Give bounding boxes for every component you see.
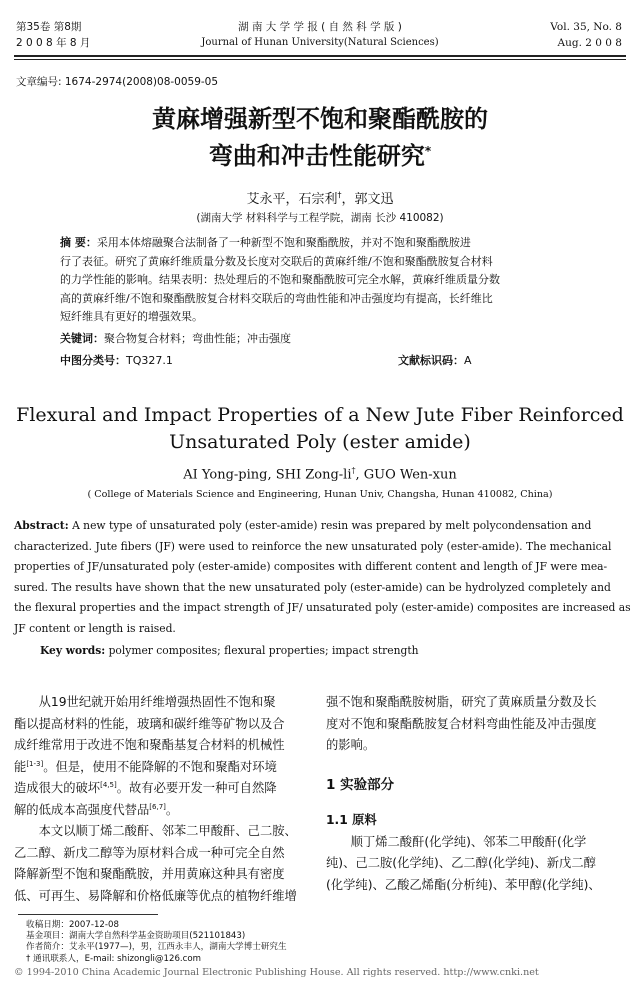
intro-p2-line2: 乙二醇、新戊二醇等为原材料合成一种可完全自然 bbox=[14, 845, 285, 860]
date-en: Aug. 2 0 0 8 bbox=[557, 37, 622, 49]
classification-value: TQ327.1 bbox=[126, 354, 173, 367]
article-number: 文章编号: 1674-2974(2008)08-0059-05 bbox=[16, 76, 219, 88]
subsection-heading-1-1: 1.1 原料 bbox=[326, 813, 377, 827]
intro-line4b: 。但是，使用不能降解的不饱和聚酯对环境 bbox=[43, 759, 277, 774]
abstract-en-label: Abstract: bbox=[14, 519, 69, 532]
keywords-en-label: Key words: bbox=[40, 644, 106, 657]
intro-line6b: 。 bbox=[165, 802, 179, 817]
volume-issue-en: Vol. 35, No. 8 bbox=[550, 21, 622, 33]
authors-cn-part1: 艾永平，石宗利 bbox=[246, 192, 338, 207]
abstract-en-line6: JF content or length is raised. bbox=[14, 621, 176, 635]
date-cn: 2 0 0 8 年 8 月 bbox=[16, 37, 91, 49]
keywords-en-text: polymer composites; flexural properties; impact strength bbox=[105, 644, 419, 657]
right-line2: 度对不饱和聚酯酰胺复合材料弯曲性能及冲击强度 bbox=[326, 716, 597, 731]
intro-line5 bbox=[14, 778, 312, 800]
header-rule-thin bbox=[14, 59, 626, 60]
abstract-en bbox=[14, 516, 631, 639]
authors-en-part1: AI Yong-ping, SHI Zong-li bbox=[183, 467, 352, 483]
intro-left-column bbox=[14, 692, 312, 907]
intro-line2: 酯以提高材料的性能，玻璃和碳纤维等矿物以及合 bbox=[14, 716, 285, 731]
affiliation-en: ( College of Materials Science and Engineering, Hunan Univ, Changsha, Hunan 410082, China) bbox=[87, 489, 553, 500]
authors-en-part2: , GUO Wen-xun bbox=[355, 467, 457, 483]
keywords-en bbox=[40, 644, 419, 657]
journal-title-en: Journal of Hunan University(Natural Sciences) bbox=[201, 37, 439, 48]
classification-label: 中图分类号： bbox=[60, 354, 126, 367]
intro-p2-line3: 降解新型不饱和聚酯酰胺，并用黄麻这种具有密度 bbox=[14, 867, 285, 881]
abstract-en-text1: A new type of unsaturated poly (ester-amide) resin was prepared by melt polycondensation and bbox=[68, 519, 592, 532]
authors-cn-part2: ，郭文迅 bbox=[341, 192, 394, 207]
footnote-author: 作者简介：艾永平(1977—)，男，江西永丰人，湖南大学博士研究生 bbox=[26, 942, 287, 953]
abstract-en-line5: the flexural properties and the impact strength of JF/ unsaturated poly (ester-amide) composites are increased as bbox=[14, 601, 631, 614]
title-cn-line2-text: 弯曲和冲击性能研究 bbox=[208, 142, 425, 170]
abstract-en-line3: properties of JF/unsaturated poly (ester-amide) composites with different content and length of JF were mea- bbox=[14, 560, 608, 573]
intro-line3: 成纤维常用于改进不饱和聚酯基复合材料的机械性 bbox=[14, 738, 285, 752]
keywords-cn-label: 关键词： bbox=[60, 332, 104, 345]
footnote-fund: 基金项目：湖南大学自然科学基金资助项目(521101843) bbox=[26, 931, 246, 942]
citation-4-5: [4,5] bbox=[100, 780, 117, 789]
abstract-en-line2: characterized. Jute fibers (JF) were used to reinforce the new unsaturated poly (ester-amide). The mechanical bbox=[14, 539, 612, 553]
citation-1-3: [1-3] bbox=[26, 759, 44, 768]
title-en-line1: Flexural and Impact Properties of a New Jute Fiber Reinforced bbox=[16, 404, 624, 426]
document-code-value: A bbox=[464, 354, 472, 367]
intro-p2-line4: 低、可再生、易降解和价格低廉等优点的植物纤维增 bbox=[14, 888, 297, 903]
intro-line1: 从19世纪就开始用纤维增强热固性不饱和聚 bbox=[38, 695, 276, 709]
copyright-notice: © 1994-2010 China Academic Journal Electronic Publishing House. All rights reserved. http://www.cnki.net bbox=[14, 967, 539, 978]
volume-issue-cn: 第35卷 第8期 bbox=[16, 21, 82, 33]
intro-p2-line1: 本文以顺丁烯二酸酐、邻苯二甲酸酐、己二胺、 bbox=[38, 824, 297, 838]
intro-line4 bbox=[14, 757, 312, 779]
authors-en bbox=[0, 466, 640, 482]
abstract-cn-label: 摘 要： bbox=[60, 236, 97, 249]
title-footnote-star: * bbox=[424, 144, 432, 158]
footnote-correspondence: † 通讯联系人，E-mail: shizongli@126.com bbox=[26, 953, 202, 964]
abstract-cn-line4: 高的黄麻纤维/不饱和聚酯酰胺复合材料交联后的弯曲性能和冲击强度均有提高，长纤维比 bbox=[60, 291, 493, 305]
intro-line5a: 造成很大的破坏 bbox=[14, 781, 101, 795]
abstract-cn-line1 bbox=[60, 234, 620, 253]
footnotes bbox=[26, 920, 287, 965]
document-code bbox=[398, 352, 472, 368]
abstract-cn-line3: 的力学性能的影响。结果表明：热处理后的不饱和聚酯酰胺可完全水解，黄麻纤维质量分数 bbox=[60, 273, 500, 286]
abstract-cn-line2: 行了表征。研究了黄麻纤维质量分数及长度对交联后的黄麻纤维/不饱和聚酯酰胺复合材料 bbox=[60, 254, 493, 268]
document-code-label: 文献标识码： bbox=[398, 354, 464, 367]
title-en-line2: Unsaturated Poly (ester amide) bbox=[169, 431, 471, 453]
abstract-cn bbox=[60, 234, 620, 327]
title-cn-line2 bbox=[0, 136, 640, 171]
authors-cn bbox=[0, 188, 640, 207]
footnote-rule bbox=[18, 914, 158, 915]
materials-line3: (化学纯)、乙酸乙烯酯(分析纯)、苯甲醇(化学纯)、 bbox=[326, 877, 601, 892]
right-line3: 的影响。 bbox=[326, 738, 376, 752]
materials-line1: 顺丁烯二酸酐(化学纯)、邻苯二甲酸酐(化学 bbox=[350, 834, 587, 849]
materials-line2: 纯)、己二胺(化学纯)、乙二醇(化学纯)、新戊二醇 bbox=[326, 856, 596, 870]
author-dagger-cn: † bbox=[337, 190, 342, 200]
journal-title-cn: 湖 南 大 学 学 报 ( 自 然 科 学 版 ) bbox=[238, 21, 402, 33]
citation-6-7: [6,7] bbox=[149, 802, 166, 811]
header-rule bbox=[14, 55, 626, 57]
intro-line5b: 。故有必要开发一种可自然降 bbox=[116, 781, 277, 795]
title-cn-line1: 黄麻增强新型不饱和聚酯酰胺的 bbox=[152, 105, 488, 133]
footnote-received: 收稿日期：2007-12-08 bbox=[26, 920, 119, 930]
abstract-cn-line5: 短纤维具有更好的增强效果。 bbox=[60, 310, 203, 323]
right-line1: 强不饱和聚酯酰胺树脂，研究了黄麻质量分数及长 bbox=[326, 695, 597, 709]
keywords-cn-text: 聚合物复合材料；弯曲性能；冲击强度 bbox=[104, 332, 291, 345]
abstract-en-line4: sured. The results have shown that the new unsaturated poly (ester-amide) can be hydrolyzed completely and bbox=[14, 580, 611, 594]
keywords-cn bbox=[60, 330, 291, 346]
author-dagger-en: † bbox=[351, 466, 356, 475]
intro-line6a: 解的低成本高强度代替品 bbox=[14, 802, 150, 817]
classification-number bbox=[60, 352, 173, 368]
abstract-en-line1 bbox=[14, 516, 626, 537]
affiliation-cn: (湖南大学 材料科学与工程学院，湖南 长沙 410082) bbox=[196, 212, 444, 224]
abstract-cn-text1: 采用本体熔融聚合法制备了一种新型不饱和聚酯酰胺，并对不饱和聚酯酰胺进 bbox=[96, 236, 471, 249]
section-heading-1: 1 实验部分 bbox=[326, 776, 395, 793]
intro-line6 bbox=[14, 800, 312, 822]
intro-line4a: 能 bbox=[14, 759, 27, 774]
intro-right-column bbox=[326, 692, 626, 896]
